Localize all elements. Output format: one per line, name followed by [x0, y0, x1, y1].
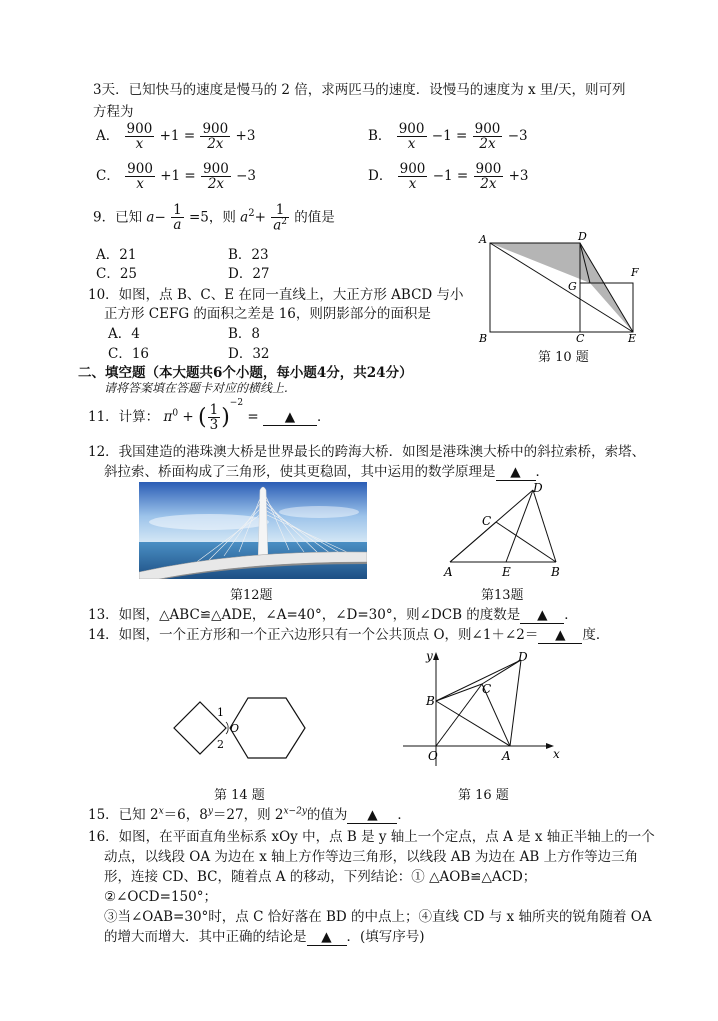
- label-O: O: [428, 749, 438, 763]
- q11: 11．计算： $\pi^0$ + ( $\frac{1}{3}$ )$^{-2}$ = ▲ ．: [88, 398, 331, 433]
- q10-option-c[interactable]: C．16: [108, 346, 150, 362]
- fraction: $\frac{900}{2x}$: [203, 161, 229, 193]
- figure-16: [398, 648, 568, 774]
- q13: 13．如图，△ABC≌△ADE，∠A=40°，∠D=30°，则∠DCB 的度数是 ▲ ．: [88, 607, 578, 623]
- q8-option-c[interactable]: C． $\frac{900}{x}$ +1 = $\frac{900}{2x}$ −3: [96, 161, 257, 193]
- q16-line5: ③当∠OAB=30°时，点 C 恰好落在 BD 的中点上；④直线 CD 与 x 轴所夹的锐角随着 OA: [104, 909, 652, 925]
- fraction: $\frac{900}{2x}$: [475, 161, 502, 193]
- answer-blank[interactable]: ▲: [538, 627, 582, 644]
- label-O: O: [230, 722, 240, 735]
- fraction: $\frac{1}{a^2}$: [273, 202, 287, 234]
- figure-14-caption: 第 14 题: [214, 788, 265, 803]
- fraction: $\frac{900}{2x}$: [474, 121, 501, 153]
- q10-option-b[interactable]: B．8: [228, 326, 261, 342]
- figure-10-caption: 第 10 题: [538, 350, 589, 365]
- fraction: $\frac{900}{x}$: [398, 121, 425, 153]
- q9-stem: 9．已知 a− $\frac{1}{a}$ =5，则 $a^2+$ $\frac{1}{a^2}$ 的值是: [93, 202, 335, 234]
- q10-line2: 正方形 CEFG 的面积之差是 16，则阴影部分的面积是: [104, 306, 431, 322]
- figure-14: [158, 680, 308, 780]
- label-F: F: [631, 266, 639, 279]
- answer-blank[interactable]: ▲: [263, 409, 317, 426]
- q9-option-c[interactable]: C．25: [96, 266, 138, 282]
- fraction: $\frac{900}{x}$: [127, 161, 153, 193]
- label-A: A: [444, 565, 453, 579]
- fraction: $\frac{900}{x}$: [126, 121, 153, 153]
- label-1: 1: [217, 706, 224, 719]
- answer-blank[interactable]: ▲: [520, 607, 564, 624]
- label-B: B: [479, 332, 488, 345]
- section-title: 二、填空题（本大题共6个小题，每小题4分，共24分）: [78, 365, 413, 381]
- label-E: E: [502, 565, 511, 579]
- q12-line1: 12．我国建造的港珠澳大桥是世界最长的跨海大桥．如图是港珠澳大桥中的斜拉索桥，索塔、: [88, 444, 646, 460]
- label-B: B: [551, 565, 560, 579]
- q12-line2: 斜拉索、桥面构成了三角形，使其更稳固，其中运用的数学原理是 ▲ ．: [104, 464, 549, 480]
- q16-line3: 形，连接 CD、BC，随着点 A 的移动，下列结论：① △AOB≌△ACD；: [104, 869, 537, 885]
- q8-line1: 3天．已知快马的速度是慢马的 2 倍，求两匹马的速度．设慢马的速度为 x 里/天，则可列: [93, 82, 626, 98]
- answer-blank[interactable]: ▲: [307, 929, 347, 946]
- label-B: B: [426, 694, 435, 708]
- label-x: x: [553, 747, 560, 761]
- q10-line1: 10．如图，点 B、C、E 在同一直线上，大正方形 ABCD 与小: [88, 287, 464, 303]
- q16-line1: 16．如图，在平面直角坐标系 xOy 中，点 B 是 y 轴上一个定点，点 A 是 x 轴正半轴上的一个: [88, 829, 655, 845]
- label-C: C: [482, 682, 492, 696]
- q14: 14．如图，一个正方形和一个正六边形只有一个公共顶点 O，则∠1＋∠2＝ ▲ 度．: [88, 627, 610, 643]
- label-E: E: [628, 332, 637, 345]
- label-D: D: [578, 230, 587, 243]
- label-y: y: [426, 649, 433, 663]
- label-2: 2: [217, 738, 224, 751]
- label-A: A: [479, 233, 487, 246]
- figure-13-caption: 第13题: [481, 588, 524, 603]
- q9-option-d[interactable]: D．27: [228, 266, 270, 282]
- section-note: 请将答案填在答题卡对应的横线上.: [104, 381, 288, 395]
- label-C: C: [482, 514, 492, 528]
- label-C: C: [576, 332, 585, 345]
- figure-12-caption: 第12题: [230, 588, 273, 603]
- label-A: A: [502, 749, 511, 763]
- fraction: $\frac{1}{a}$: [173, 202, 182, 234]
- q16-line2: 动点，以线段 OA 为边在 x 轴上方作等边三角形，以线段 AB 为边在 AB 上方作等边三角: [104, 849, 639, 865]
- figure-10: [470, 228, 650, 346]
- q16-line6: 的增大而增大．其中正确的结论是 ▲ ．(填写序号): [104, 929, 425, 945]
- answer-blank[interactable]: ▲: [347, 807, 397, 824]
- label-D: D: [518, 650, 528, 664]
- figure-13: [438, 480, 568, 580]
- q9-option-b[interactable]: B．23: [228, 247, 269, 263]
- q8-option-b[interactable]: B． $\frac{900}{x}$ −1 = $\frac{900}{2x}$ −3: [368, 121, 528, 153]
- fraction: $\frac{900}{2x}$: [202, 121, 229, 153]
- label-D: D: [533, 481, 543, 495]
- q8-option-d[interactable]: D． $\frac{900}{x}$ −1 = $\frac{900}{2x}$ +3: [368, 161, 529, 193]
- q16-line4: ②∠OCD=150°；: [104, 889, 217, 905]
- q10-option-a[interactable]: A．4: [108, 326, 140, 342]
- bridge-photo: [139, 482, 367, 579]
- fraction: $\frac{900}{x}$: [399, 161, 426, 193]
- q9-option-a[interactable]: A．21: [96, 247, 137, 263]
- q15: 15．已知 $2^x=6$，$8^y=27$，则 $2^{x-2y}$的值为 ▲ ．: [88, 806, 411, 823]
- q8-line2: 方程为: [93, 104, 134, 120]
- label-G: G: [568, 280, 577, 293]
- q8-option-a[interactable]: A． $\frac{900}{x}$ +1 = $\frac{900}{2x}$ +3: [96, 121, 256, 153]
- figure-16-caption: 第 16 题: [458, 788, 509, 803]
- q10-option-d[interactable]: D．32: [228, 346, 270, 362]
- answer-blank[interactable]: ▲: [496, 464, 536, 481]
